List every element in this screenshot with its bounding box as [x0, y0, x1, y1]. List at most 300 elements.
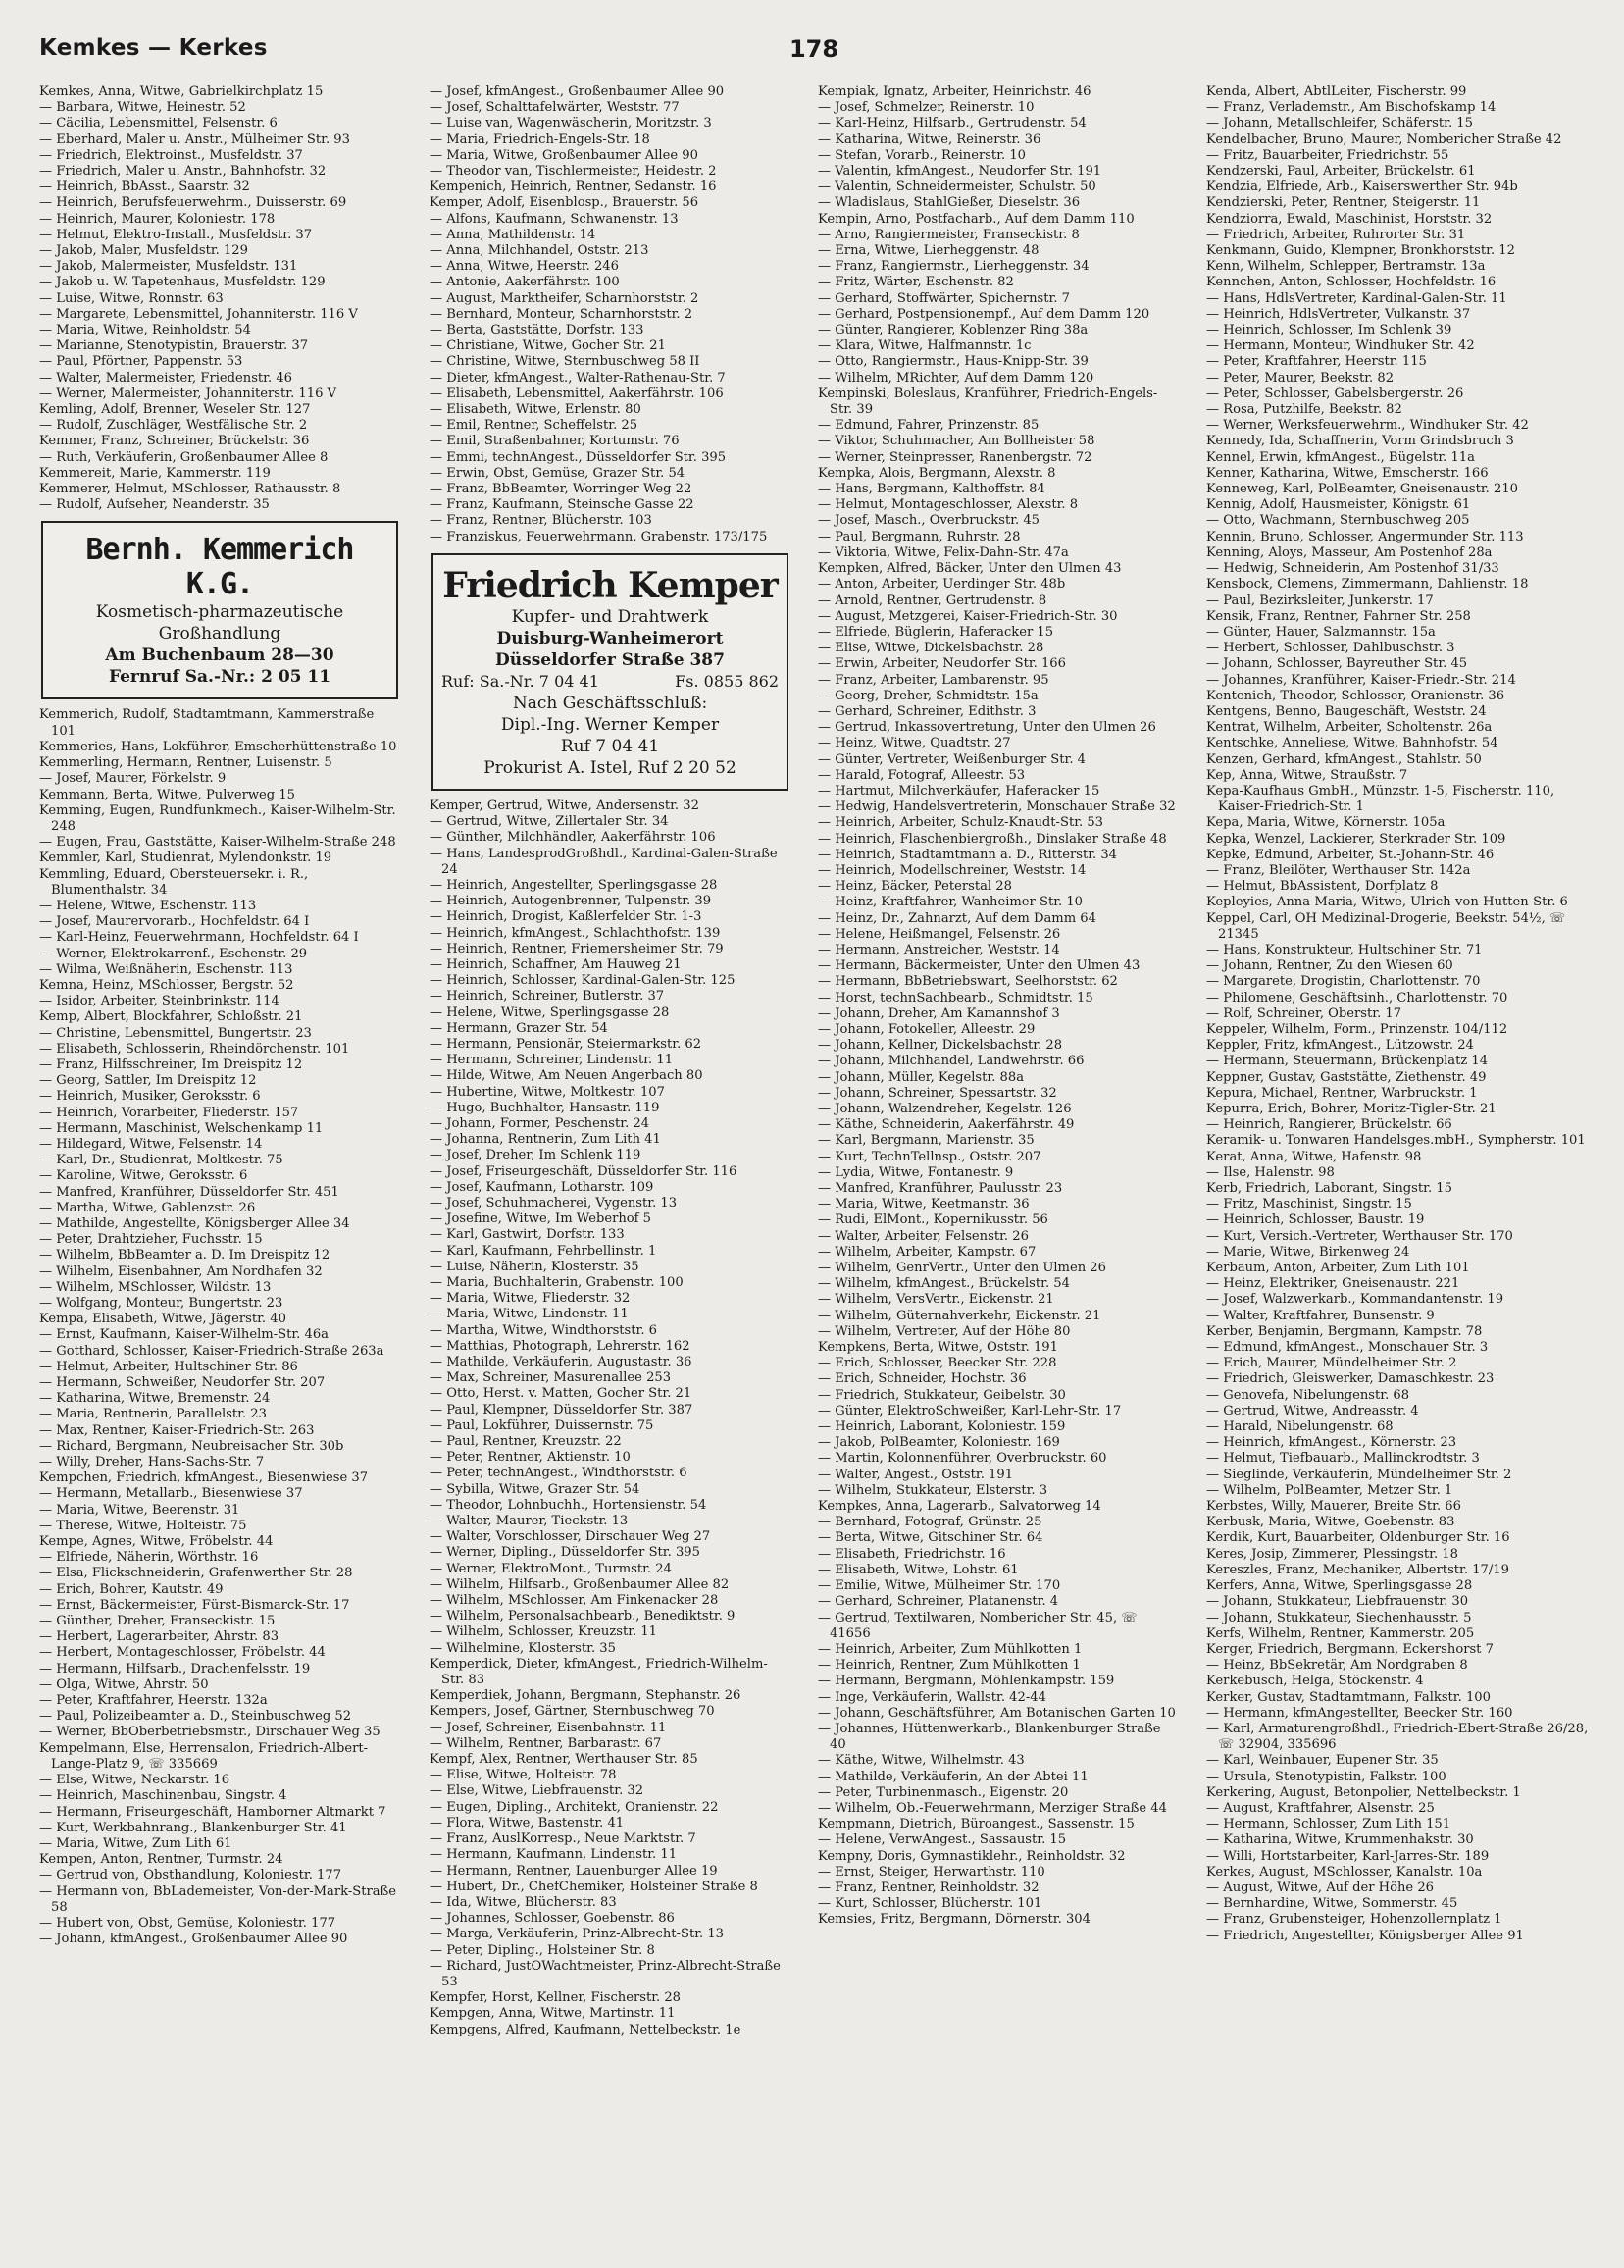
directory-entry: — Hermann, Pensionär, Steiermarkstr. 62 — [430, 1036, 702, 1052]
directory-entry: — Bernhardine, Witwe, Sommerstr. 45 — [1206, 1896, 1458, 1912]
directory-entry: — Helmut, Elektro-Install., Musfeldstr. 37 — [39, 227, 313, 242]
directory-entry: — Kurt, Schlosser, Blücherstr. 101 — [818, 1896, 1042, 1912]
ad-kemmerich-line1: Kosmetisch-pharmazeutische — [95, 602, 344, 623]
directory-entry: — Rudi, ElMont., Kopernikusstr. 56 — [818, 1212, 1048, 1228]
directory-entry: — Jakob, Malermeister, Musfeldstr. 131 — [39, 259, 298, 275]
directory-entry: — Horst, technSachbearb., Schmidtstr. 15 — [818, 990, 1093, 1005]
directory-entry: — Theodor van, Tischlermeister, Heidestr. 2 — [430, 164, 717, 180]
directory-entry: Kemming, Eugen, Rundfunkmech., Kaiser-Wilhelm-Str. 248 — [39, 802, 396, 834]
directory-entry: — Harald, Nibelungenstr. 68 — [1206, 1419, 1394, 1435]
directory-entry: Kempkes, Anna, Lagerarb., Salvatorweg 14 — [818, 1499, 1101, 1515]
directory-entry: — Werner, Malermeister, Johanniterstr. 116 V — [39, 386, 337, 401]
directory-entry: — Friedrich, Maler u. Anstr., Bahnhofstr. 32 — [39, 164, 327, 180]
directory-entry: Kenkmann, Guido, Klempner, Bronkhorststr. 12 — [1206, 243, 1515, 259]
directory-entry: — Mathilde, Angestellte, Königsberger Allee 34 — [39, 1215, 350, 1231]
directory-entry: — Walter, Arbeiter, Felsenstr. 26 — [818, 1228, 1029, 1244]
directory-entry: Kempinski, Boleslaus, Kranführer, Friedrich-Engels-Str. 39 — [818, 386, 1158, 418]
directory-entry: Kenneweg, Karl, PolBeamter, Gneisenaustr. 210 — [1206, 482, 1519, 497]
directory-entry: — Wilhelm, BbBeamter a. D. Im Dreispitz 12 — [39, 1248, 330, 1263]
directory-entry: — Friedrich, Gleiswerker, Damaschkestr. 23 — [1206, 1371, 1495, 1387]
directory-entry: Kereszles, Franz, Mechaniker, Albertstr. 17/19 — [1206, 1562, 1509, 1577]
directory-entry: — Wilhelm, Eisenbahner, Am Nordhafen 32 — [39, 1263, 323, 1279]
directory-entry: Keres, Josip, Zimmerer, Plessingstr. 18 — [1206, 1546, 1458, 1562]
directory-entry: — Josefine, Witwe, Im Weberhof 5 — [430, 1211, 651, 1227]
directory-entry: — Karl-Heinz, Hilfsarb., Gertrudenstr. 54 — [818, 116, 1087, 131]
directory-entry: Kerdik, Kurt, Bauarbeiter, Oldenburger Str. 16 — [1206, 1530, 1510, 1546]
directory-entry: — Karoline, Witwe, Geroksstr. 6 — [39, 1168, 248, 1184]
directory-entry: — Walter, Kraftfahrer, Bunsenstr. 9 — [1206, 1308, 1435, 1323]
directory-entry: — Gertrud, Witwe, Andreasstr. 4 — [1206, 1403, 1419, 1418]
directory-entry: Kempe, Agnes, Witwe, Fröbelstr. 44 — [39, 1534, 274, 1550]
directory-entry: — Christine, Lebensmittel, Bungertstr. 23 — [39, 1025, 312, 1041]
directory-entry: Kepleyies, Anna-Maria, Witwe, Ulrich-von-Hutten-Str. 6 — [1206, 895, 1568, 910]
directory-entry: — Maria, Witwe, Zum Lith 61 — [39, 1835, 232, 1851]
directory-entry: — Mathilde, Verkäuferin, Augustastr. 36 — [430, 1355, 692, 1369]
directory-entry: — Gerhard, Schreiner, Platanenstr. 4 — [818, 1594, 1059, 1610]
directory-entry: — Josef, Schalttafelwärter, Weststr. 77 — [430, 100, 680, 116]
directory-entry: Kemper, Gertrud, Witwe, Andersenstr. 32 — [430, 798, 699, 813]
directory-entry: — Otto, Rangiermstr., Haus-Knipp-Str. 39 — [818, 354, 1089, 370]
directory-entry: — Valentin, kfmAngest., Neudorfer Str. 191 — [818, 164, 1102, 180]
directory-entry: Kennedy, Ida, Schaffnerin, Vorm Grindsbruch 3 — [1206, 434, 1514, 449]
directory-entry: — Maria, Witwe, Fliederstr. 32 — [430, 1291, 631, 1307]
directory-entry: — Emil, Rentner, Scheffelstr. 25 — [430, 418, 638, 434]
directory-entry: — Hans, Konstrukteur, Hultschiner Str. 71 — [1206, 942, 1483, 957]
directory-entry: — Heinrich, Rentner, Friemersheimer Str. 79 — [430, 941, 724, 956]
directory-entry: Kempa, Elisabeth, Witwe, Jägerstr. 40 — [39, 1312, 286, 1327]
directory-entry: Kendelbacher, Bruno, Maurer, Nombericher Straße 42 — [1206, 131, 1562, 147]
directory-entry: — Christiane, Witwe, Gocher Str. 21 — [430, 338, 666, 354]
directory-entry: — Erich, Maurer, Mündelheimer Str. 2 — [1206, 1356, 1457, 1371]
directory-entry: — Marianne, Stenotypistin, Brauerstr. 37 — [39, 338, 309, 354]
directory-entry: Kerkebusch, Helga, Stöckenstr. 4 — [1206, 1674, 1424, 1689]
directory-entry: Kemmer, Franz, Schreiner, Brückelstr. 36 — [39, 434, 310, 449]
directory-entry: — Käthe, Schneiderin, Aakerfährstr. 49 — [818, 1117, 1075, 1133]
directory-entry: — Herbert, Montageschlosser, Fröbelstr. 44 — [39, 1645, 326, 1661]
directory-entry: — Jakob, Maler, Musfeldstr. 129 — [39, 243, 248, 259]
directory-entry: — Heinz, Kraftfahrer, Wanheimer Str. 10 — [818, 895, 1084, 910]
directory-entry: — Anna, Witwe, Heerstr. 246 — [430, 259, 619, 275]
directory-entry: — Ruth, Verkäuferin, Großenbaumer Allee 8 — [39, 449, 329, 465]
directory-entry: — Ernst, Steiger, Herwarthstr. 110 — [818, 1864, 1045, 1880]
directory-entry: — Hermann, Hilfsarb., Drachenfelsstr. 19 — [39, 1661, 311, 1676]
directory-entry: — Günther, Milchhändler, Aakerfährstr. 106 — [430, 830, 716, 846]
directory-entry: — Helmut, BbAssistent, Dorfplatz 8 — [1206, 879, 1439, 895]
directory-entry: — Johann, Schlosser, Bayreuther Str. 45 — [1206, 656, 1468, 672]
directory-entry: — Peter, Rentner, Aktienstr. 10 — [430, 1450, 631, 1466]
directory-entry: — Hermann, Metallarb., Biesenwiese 37 — [39, 1486, 303, 1502]
directory-entry: — Katharina, Witwe, Krummenhakstr. 30 — [1206, 1832, 1474, 1848]
directory-entry: — Werner, Werksfeuerwehrm., Windhuker Str. 42 — [1206, 418, 1529, 434]
directory-entry: — Wladislaus, StahlGießer, Dieselstr. 36 — [818, 195, 1081, 211]
directory-entry: — Elisabeth, Witwe, Lohstr. 61 — [818, 1562, 1019, 1577]
directory-entry: Keppeler, Wilhelm, Form., Prinzenstr. 104/112 — [1206, 1021, 1508, 1037]
directory-entry: — Marga, Verkäuferin, Prinz-Albrecht-Str. 13 — [430, 1927, 725, 1942]
directory-entry: — Johannes, Schlosser, Goebenstr. 86 — [430, 1911, 675, 1927]
directory-entry: — Ilse, Halenstr. 98 — [1206, 1164, 1335, 1180]
directory-entry: — Johannes, Hüttenwerkarb., Blankenburger Straße 40 — [818, 1721, 1161, 1753]
directory-entry: — Klara, Witwe, Halfmannstr. 1c — [818, 338, 1032, 354]
directory-entry: — Wilhelm, Personalsachbearb., Benediktstr. 9 — [430, 1609, 736, 1624]
directory-entry: — Karl, Gastwirt, Dorfstr. 133 — [430, 1227, 625, 1243]
directory-entry: — Hermann, Grazer Str. 54 — [430, 1020, 608, 1036]
ad-kemmerich — [41, 521, 398, 699]
directory-entry: — Sieglinde, Verkäuferin, Mündelheimer Str. 2 — [1206, 1467, 1512, 1482]
directory-entry: — Willy, Dreher, Hans-Sachs-Str. 7 — [39, 1455, 265, 1470]
directory-entry: — Johann, Schreiner, Spessartstr. 32 — [818, 1085, 1057, 1101]
directory-entry: — Helene, Heißmangel, Felsenstr. 26 — [818, 926, 1061, 942]
ad-kemper — [431, 553, 788, 791]
directory-entry: Kemmeries, Hans, Lokführer, Emscherhüttenstraße 10 — [39, 739, 397, 754]
directory-entry: — Friedrich, Angestellter, Königsberger Allee 91 — [1206, 1928, 1524, 1943]
directory-entry: — Philomene, Geschäftsinh., Charlottenstr. 70 — [1206, 990, 1508, 1005]
directory-entry: Kemmling, Eduard, Obersteuersekr. i. R., Blumenthalstr. 34 — [39, 866, 309, 898]
directory-entry: — Helmut, Tiefbauarb., Mallinckrodtstr. 3 — [1206, 1451, 1480, 1467]
directory-entry: — Hans, Bergmann, Kalthoffstr. 84 — [818, 482, 1045, 497]
ad-kemper-line1: Kupfer- und Drahtwerk — [511, 606, 709, 627]
directory-entry: — Heinrich, Vorarbeiter, Fliederstr. 157 — [39, 1105, 299, 1120]
directory-entry: — Franz, Rentner, Blücherstr. 103 — [430, 513, 652, 529]
directory-entry: — Isidor, Arbeiter, Steinbrinkstr. 114 — [39, 994, 279, 1009]
directory-entry: — Peter, Kraftfahrer, Heerstr. 115 — [1206, 354, 1427, 370]
directory-entry: — Genovefa, Nibelungenstr. 68 — [1206, 1387, 1410, 1403]
directory-entry: — Wilhelm, kfmAngest., Brückelstr. 54 — [818, 1276, 1070, 1292]
directory-entry: — Johann, Walzendreher, Kegelstr. 126 — [818, 1102, 1072, 1116]
directory-entry: — Edmund, kfmAngest., Monschauer Str. 3 — [1206, 1340, 1489, 1356]
directory-entry: Kepa, Maria, Witwe, Körnerstr. 105a — [1206, 815, 1446, 831]
directory-entry: — Franz, Rangiermstr., Lierheggenstr. 34 — [818, 259, 1090, 275]
directory-entry: Kerber, Benjamin, Bergmann, Kampstr. 78 — [1206, 1323, 1483, 1339]
directory-entry: — Gertrud, Inkassovertretung, Unter den Ulmen 26 — [818, 720, 1156, 736]
directory-entry: — Emil, Straßenbahner, Kortumstr. 76 — [430, 434, 680, 449]
directory-entry: — Werner, Dipling., Düsseldorfer Str. 395 — [430, 1545, 700, 1561]
directory-entry: — Heinrich, Schlosser, Baustr. 19 — [1206, 1212, 1425, 1228]
directory-entry: — Heinrich, Maschinenbau, Singstr. 4 — [39, 1788, 287, 1804]
directory-entry: — Richard, JustOWachtmeister, Prinz-Albrecht-Straße 53 — [430, 1958, 781, 1989]
directory-entry: — Wilhelm, Rentner, Barbarastr. 67 — [430, 1735, 662, 1751]
directory-entry: — Franz, AuslKorresp., Neue Marktstr. 7 — [430, 1831, 696, 1847]
directory-entry: Kempf, Alex, Rentner, Werthauser Str. 85 — [430, 1752, 698, 1768]
directory-entry: — Jakob u. W. Tapetenhaus, Musfeldstr. 129 — [39, 275, 326, 290]
directory-entry: Keppner, Gustav, Gaststätte, Ziethenstr. 49 — [1206, 1069, 1487, 1085]
directory-entry: — Maria, Witwe, Lindenstr. 11 — [430, 1307, 629, 1322]
directory-entry: Kemkes, Anna, Witwe, Gabrielkirchplatz 15 — [39, 84, 324, 99]
directory-entry: — Theodor, Lohnbuchh., Hortensienstr. 54 — [430, 1497, 707, 1513]
directory-entry: — Heinrich, Stadtamtmann a. D., Ritterstr. 34 — [818, 847, 1118, 862]
directory-entry: — Kurt, TechnTellnsp., Oststr. 207 — [818, 1149, 1041, 1164]
directory-entry: — Franz, Verlademstr., Am Bischofskamp 14 — [1206, 100, 1497, 116]
directory-entry: — Katharina, Witwe, Reinerstr. 36 — [818, 131, 1041, 147]
column-4 — [1206, 84, 1593, 2252]
directory-entry: — Heinz, Bäcker, Peterstal 28 — [818, 879, 1012, 895]
directory-entry: — Hubert, Dr., ChefChemiker, Holsteiner Straße 8 — [430, 1879, 758, 1894]
directory-entry: — Heinrich, Schaffner, Am Hauweg 21 — [430, 956, 682, 972]
directory-entry: — Paul, Rentner, Kreuzstr. 22 — [430, 1434, 622, 1450]
directory-entry: Kempers, Josef, Gärtner, Sternbuschweg 70 — [430, 1704, 715, 1720]
directory-entry: Kerger, Friedrich, Bergmann, Eckershorst 7 — [1206, 1641, 1494, 1657]
directory-entry: — Johann, Fotokeller, Alleestr. 29 — [818, 1021, 1036, 1037]
directory-entry: — Heinrich, Maurer, Koloniestr. 178 — [39, 211, 276, 227]
directory-entry: — Josef, Walzwerkarb., Kommandantenstr. 19 — [1206, 1292, 1504, 1308]
directory-entry: — Max, Schreiner, Masurenallee 253 — [430, 1370, 672, 1386]
column-2 — [430, 84, 790, 2252]
directory-entry: — Maria, Friedrich-Engels-Str. 18 — [430, 131, 650, 147]
directory-entry: — Josef, Dreher, Im Schlenk 119 — [430, 1148, 641, 1163]
directory-entry: Kensik, Franz, Rentner, Fahrner Str. 258 — [1206, 608, 1471, 624]
directory-entry: — Marie, Witwe, Birkenweg 24 — [1206, 1244, 1410, 1260]
directory-entry: — Luise, Witwe, Ronnstr. 63 — [39, 290, 224, 306]
directory-entry: Kerkes, August, MSchlosser, Kanalstr. 10a — [1206, 1864, 1483, 1880]
directory-entry: — Wilhelm, MRichter, Auf dem Damm 120 — [818, 370, 1094, 386]
directory-entry: Kerfers, Anna, Witwe, Sperlingsgasse 28 — [1206, 1578, 1473, 1594]
directory-entry: — Franz, BbBeamter, Worringer Weg 22 — [430, 482, 692, 497]
directory-entry: — Harald, Fotograf, Alleestr. 53 — [818, 767, 1026, 783]
ad-kemper-line6: Dipl.-Ing. Werner Kemper — [500, 714, 720, 735]
directory-entry: — Johann, Milchhandel, Landwehrstr. 66 — [818, 1054, 1085, 1069]
directory-entry: — Richard, Bergmann, Neubreisacher Str. 30b — [39, 1438, 344, 1454]
directory-entry: Kenzen, Gerhard, kfmAngest., Stahlstr. 50 — [1206, 751, 1482, 767]
directory-entry: — Rosa, Putzhilfe, Beekstr. 82 — [1206, 402, 1402, 418]
directory-entry: — Hermann, Maschinist, Welschenkamp 11 — [39, 1120, 324, 1136]
directory-entry: Kenning, Aloys, Masseur, Am Postenhof 28a — [1206, 544, 1493, 560]
directory-entry: — Wilhelm, GenrVertr., Unter den Ulmen 26 — [818, 1261, 1106, 1276]
directory-entry: — Günter, Vertreter, Weißenburger Str. 4 — [818, 751, 1087, 767]
directory-entry: — Werner, ElektroMont., Turmstr. 24 — [430, 1561, 672, 1576]
directory-entry: — Elise, Witwe, Dickelsbachstr. 28 — [818, 641, 1044, 656]
directory-entry: — Hermann, Bäckermeister, Unter den Ulmen 43 — [818, 958, 1141, 974]
directory-entry: — Wilhelm, Schlosser, Kreuzstr. 11 — [430, 1624, 658, 1640]
directory-entry: — Peter, Schlosser, Gabelsbergerstr. 26 — [1206, 386, 1464, 401]
directory-entry: — Wilhelm, MSchlosser, Wildstr. 13 — [39, 1279, 272, 1295]
directory-entry: Kemsies, Fritz, Bergmann, Dörnerstr. 304 — [818, 1912, 1091, 1928]
directory-entry: — Peter, Kraftfahrer, Heerstr. 132a — [39, 1693, 268, 1709]
directory-entry: Kennig, Adolf, Hausmeister, Königstr. 61 — [1206, 497, 1471, 513]
directory-entry: — Kurt, Versich.-Vertreter, Werthauser Str. 170 — [1206, 1228, 1513, 1244]
directory-entry: — Elisabeth, Friedrichstr. 16 — [818, 1546, 1006, 1562]
directory-entry: — Anna, Milchhandel, Oststr. 213 — [430, 243, 649, 259]
directory-entry: — Martha, Witwe, Gablenzstr. 26 — [39, 1200, 256, 1215]
directory-entry: — Flora, Witwe, Bastenstr. 41 — [430, 1815, 625, 1830]
directory-entry: — Maria, Witwe, Beerenstr. 31 — [39, 1502, 240, 1518]
directory-entry: — Franz, Hilfsschreiner, Im Dreispitz 12 — [39, 1057, 303, 1072]
directory-entry: — Rolf, Schreiner, Oberstr. 17 — [1206, 1005, 1402, 1021]
directory-entry: Kempenich, Heinrich, Rentner, Sedanstr. 16 — [430, 180, 717, 195]
directory-entry: — Olga, Witwe, Ahrstr. 50 — [39, 1676, 209, 1692]
directory-entry: Kemmerling, Hermann, Rentner, Luisenstr. 5 — [39, 755, 332, 771]
directory-entry: — Hartmut, Milchverkäufer, Haferacker 15 — [818, 783, 1100, 799]
directory-entry: — Peter, Maurer, Beekstr. 82 — [1206, 370, 1395, 386]
directory-entry: — Eugen, Frau, Gaststätte, Kaiser-Wilhelm-Straße 248 — [39, 835, 396, 850]
directory-entry: Kennin, Bruno, Schlosser, Angermunder Str. 113 — [1206, 529, 1524, 544]
directory-entry: — Günter, Rangierer, Koblenzer Ring 38a — [818, 323, 1089, 338]
directory-entry: Kepurra, Erich, Bohrer, Moritz-Tigler-Str. 21 — [1206, 1102, 1497, 1116]
directory-entry: Kerb, Friedrich, Laborant, Singstr. 15 — [1206, 1181, 1452, 1197]
directory-entry: Kentschke, Anneliese, Witwe, Bahnhofstr. 54 — [1206, 736, 1498, 751]
directory-entry: — Gertrud, Textilwaren, Nombericher Str. 45, ☏ 41656 — [818, 1610, 1138, 1641]
directory-entry: — Heinrich, Schlosser, Im Schlenk 39 — [1206, 323, 1452, 338]
directory-entry: — Fritz, Wärter, Eschenstr. 82 — [818, 275, 1014, 290]
directory-entry: — Heinrich, Arbeiter, Zum Mühlkotten 1 — [818, 1641, 1083, 1657]
directory-entry: — Hans, LandesprodGroßhdl., Kardinal-Galen-Straße 24 — [430, 846, 778, 877]
directory-entry: — Martha, Witwe, Windthorststr. 6 — [430, 1322, 658, 1338]
directory-entry: — August, Kraftfahrer, Alsenstr. 25 — [1206, 1800, 1435, 1816]
directory-entry: — Wilhelm, Stukkateur, Elsterstr. 3 — [818, 1482, 1048, 1498]
directory-entry: — Josef, Schuhmacherei, Vygenstr. 13 — [430, 1195, 678, 1211]
running-head — [39, 29, 1589, 69]
directory-entry: Kempen, Anton, Rentner, Turmstr. 24 — [39, 1852, 283, 1868]
directory-entry: — Heinrich, Rangierer, Brückelstr. 66 — [1206, 1117, 1452, 1133]
directory-entry: — Paul, Bergmann, Ruhrstr. 28 — [818, 529, 1021, 544]
directory-entry: Kerker, Gustav, Stadtamtmann, Falkstr. 100 — [1206, 1689, 1491, 1705]
directory-entry: — Heinrich, kfmAngest., Körnerstr. 23 — [1206, 1435, 1457, 1451]
directory-entry: — Karl, Kaufmann, Fehrbellinstr. 1 — [430, 1243, 657, 1259]
directory-entry: — Edmund, Fahrer, Prinzenstr. 85 — [818, 418, 1040, 434]
directory-entry: Kendzerski, Paul, Arbeiter, Brückelstr. 61 — [1206, 164, 1476, 180]
directory-entry: — Arnold, Rentner, Gertrudenstr. 8 — [818, 593, 1047, 608]
directory-entry: Kemmerer, Helmut, MSchlosser, Rathausstr. 8 — [39, 482, 341, 497]
directory-entry: — Erwin, Arbeiter, Neudorfer Str. 166 — [818, 656, 1066, 672]
directory-entry: Kepka, Wenzel, Lackierer, Sterkrader Str. 109 — [1206, 831, 1506, 847]
directory-entry: — Paul, Klempner, Düsseldorfer Str. 387 — [430, 1402, 693, 1418]
directory-entry: — Elise, Witwe, Holteistr. 78 — [430, 1768, 617, 1783]
directory-entry: Kepa-Kaufhaus GmbH., Münzstr. 1-5, Fischerstr. 110, Kaiser-Friedrich-Str. 1 — [1206, 783, 1555, 815]
column-3 — [818, 84, 1179, 2252]
directory-entry: — Karl, Dr., Studienrat, Moltkestr. 75 — [39, 1153, 283, 1168]
directory-entry: — Anton, Arbeiter, Uerdinger Str. 48b — [818, 577, 1066, 593]
directory-entry: — Werner, Steinpresser, Ranenbergstr. 72 — [818, 449, 1092, 465]
directory-entry: Kempchen, Friedrich, kfmAngest., Biesenwiese 37 — [39, 1470, 369, 1486]
directory-entry: — Herbert, Schlosser, Dahlbuschstr. 3 — [1206, 641, 1455, 656]
directory-entry: Kemperdick, Dieter, kfmAngest., Friedrich-Wilhelm-Str. 83 — [430, 1656, 768, 1688]
directory-entry: — Hedwig, Schneiderin, Am Postenhof 31/33 — [1206, 561, 1499, 577]
directory-entry: — Josef, Friseurgeschäft, Düsseldorfer Str. 116 — [430, 1163, 737, 1179]
directory-entry: — Helene, Witwe, Sperlingsgasse 28 — [430, 1005, 670, 1020]
directory-entry: — Jakob, PolBeamter, Koloniestr. 169 — [818, 1435, 1060, 1451]
directory-entry: Kerat, Anna, Witwe, Hafenstr. 98 — [1206, 1149, 1422, 1164]
ad-kemmerich-phone: Fernruf Sa.-Nr.: 2 05 11 — [108, 667, 331, 688]
directory-entry: — Johann, Dreher, Am Kamannshof 3 — [818, 1005, 1060, 1021]
directory-entry: Kentgens, Benno, Baugeschäft, Weststr. 24 — [1206, 703, 1487, 719]
directory-entry: — Therese, Witwe, Holteistr. 75 — [39, 1518, 247, 1533]
directory-entry: — Heinz, BbSekretär, Am Nordgraben 8 — [1206, 1658, 1468, 1674]
directory-entry: — Viktor, Schuhmacher, Am Bollheister 58 — [818, 434, 1095, 449]
ad-kemper-fs: Fs. 0855 862 — [675, 671, 779, 691]
directory-entry: — Hermann, Kaufmann, Lindenstr. 11 — [430, 1847, 678, 1863]
column-2-bottom-entries — [430, 799, 790, 2038]
directory-entry: — Peter, Dipling., Holsteiner Str. 8 — [430, 1942, 655, 1958]
directory-entry: — Wilhelm, VersVertr., Eickenstr. 21 — [818, 1292, 1054, 1308]
directory-entry: — Berta, Gaststätte, Dorfstr. 133 — [430, 323, 644, 338]
directory-entry: — Friedrich, Stukkateur, Geibelstr. 30 — [818, 1387, 1066, 1403]
directory-entry: — Hermann, Schreiner, Lindenstr. 11 — [430, 1053, 674, 1068]
directory-entry: — Wilhelm, Ob.-Feuerwehrmann, Merziger Straße 44 — [818, 1800, 1167, 1816]
directory-entry: — Josef, Maurer, Förkelstr. 9 — [39, 771, 227, 787]
directory-entry: — Karl, Bergmann, Marienstr. 35 — [818, 1133, 1035, 1149]
directory-entry: Kemmann, Berta, Witwe, Pulverweg 15 — [39, 787, 295, 802]
directory-entry: Kerbaum, Anton, Arbeiter, Zum Lith 101 — [1206, 1261, 1470, 1276]
ad-kemmerich-title: Bernh. Kemmerich K.G. — [85, 533, 354, 602]
directory-entry: Kemna, Heinz, MSchlosser, Bergstr. 52 — [39, 977, 294, 993]
ad-kemper-line7: Ruf 7 04 41 — [560, 736, 660, 756]
directory-entry: Kennel, Erwin, kfmAngest., Bügelstr. 11a — [1206, 449, 1475, 465]
directory-entry: Kemperdiek, Johann, Bergmann, Stephanstr. 26 — [430, 1688, 741, 1704]
directory-entry: — Antonie, Aakerfährstr. 100 — [430, 275, 620, 290]
directory-entry: — Hubertine, Witwe, Moltkestr. 107 — [430, 1084, 665, 1100]
directory-entry: Kempfer, Horst, Kellner, Fischerstr. 28 — [430, 1990, 682, 2006]
column-2-top-entries — [430, 84, 790, 545]
directory-entry: — Paul, Bezirksleiter, Junkerstr. 17 — [1206, 593, 1434, 608]
directory-entry: — Elfriede, Näherin, Wörthstr. 16 — [39, 1550, 259, 1566]
directory-entry: Kempiak, Ignatz, Arbeiter, Heinrichstr. 46 — [818, 84, 1091, 99]
directory-entry: — Heinrich, Musiker, Geroksstr. 6 — [39, 1089, 261, 1105]
directory-entry: Kemmerich, Rudolf, Stadtamtmann, Kammerstraße 101 — [39, 707, 375, 739]
directory-entry: — Inge, Verkäuferin, Wallstr. 42-44 — [818, 1689, 1046, 1705]
directory-entry: — Josef, Maurervorarb., Hochfeldstr. 64 I — [39, 914, 310, 930]
directory-entry: — Maria, Witwe, Großenbaumer Allee 90 — [430, 147, 698, 163]
directory-entry: Kempkens, Berta, Witwe, Oststr. 191 — [818, 1340, 1058, 1356]
directory-entry: — Hermann von, BbLademeister, Von-der-Mark-Straße 58 — [39, 1883, 397, 1915]
directory-entry: — Hermann, Anstreicher, Weststr. 14 — [818, 942, 1060, 957]
directory-entry: — August, Witwe, Auf der Höhe 26 — [1206, 1880, 1434, 1895]
directory-entry: — Maria, Buchhalterin, Grabenstr. 100 — [430, 1274, 684, 1290]
directory-entry: — Elfriede, Büglerin, Haferacker 15 — [818, 624, 1054, 640]
directory-entry: Kendziorra, Ewald, Maschinist, Horststr. 32 — [1206, 211, 1493, 227]
directory-entry: — Karl-Heinz, Feuerwehrmann, Hochfeldstr. 64 I — [39, 930, 359, 946]
directory-entry: Kempgen, Anna, Witwe, Martinstr. 11 — [430, 2006, 676, 2022]
directory-entry: — Josef, Masch., Overbruckstr. 45 — [818, 513, 1040, 529]
directory-entry: — Johann, kfmAngest., Großenbaumer Allee 90 — [39, 1932, 348, 1947]
directory-entry: — Walter, Malermeister, Friedenstr. 46 — [39, 370, 292, 386]
directory-entry: Kentrat, Wilhelm, Arbeiter, Scholtenstr. 26a — [1206, 720, 1493, 736]
directory-entry: — Dieter, kfmAngest., Walter-Rathenau-Str. 7 — [430, 370, 726, 386]
directory-entry: — Heinrich, Laborant, Koloniestr. 159 — [818, 1419, 1066, 1435]
directory-entry: — Wilhelm, Vertreter, Auf der Höhe 80 — [818, 1323, 1071, 1339]
directory-entry: — Martin, Kolonnenführer, Overbruckstr. 60 — [818, 1451, 1107, 1467]
directory-entry: — Heinrich, Angestellter, Sperlingsgasse 28 — [430, 877, 718, 893]
directory-entry: — Günter, ElektroSchweißer, Karl-Lehr-Str. 17 — [818, 1403, 1122, 1418]
ad-kemper-title: Friedrich Kemper — [442, 564, 778, 606]
directory-entry: Kentenich, Theodor, Schlosser, Oranienstr. 36 — [1206, 688, 1505, 703]
directory-entry: — Peter, technAngest., Windthorststr. 6 — [430, 1466, 687, 1481]
directory-entry: — Hermann, Friseurgeschäft, Hamborner Altmarkt 7 — [39, 1804, 386, 1820]
directory-entry: — Ida, Witwe, Blücherstr. 83 — [430, 1894, 617, 1910]
directory-entry: — Heinrich, Flaschenbiergroßh., Dinslaker Straße 48 — [818, 831, 1167, 847]
directory-entry: — Elisabeth, Schlosserin, Rheindörchenstr. 101 — [39, 1041, 350, 1057]
directory-entry: Kempelmann, Else, Herrensalon, Friedrich-Albert-Lange-Platz 9, ☏ 335669 — [39, 1740, 369, 1772]
directory-entry: — Valentin, Schneidermeister, Schulstr. 50 — [818, 180, 1096, 195]
directory-entry: — Maria, Witwe, Keetmanstr. 36 — [818, 1197, 1030, 1212]
directory-entry: Kempka, Alois, Bergmann, Alexstr. 8 — [818, 465, 1056, 481]
directory-entry: — Alfons, Kaufmann, Schwanenstr. 13 — [430, 211, 679, 227]
directory-entry: Kempken, Alfred, Bäcker, Unter den Ulmen 43 — [818, 561, 1122, 577]
directory-columns — [39, 84, 1593, 2252]
directory-entry: — Mathilde, Verkäuferin, An der Abtei 11 — [818, 1769, 1089, 1784]
directory-entry: — Johann, Stukkateur, Siechenhausstr. 5 — [1206, 1610, 1472, 1625]
directory-entry: Kempgens, Alfred, Kaufmann, Nettelbeckstr. 1e — [430, 2022, 741, 2037]
directory-entry: — Maria, Rentnerin, Parallelstr. 23 — [39, 1407, 267, 1422]
directory-entry: — Wilma, Weißnäherin, Eschenstr. 113 — [39, 961, 293, 977]
ad-kemper-ruf: Ruf: Sa.-Nr. 7 04 41 — [441, 671, 599, 691]
directory-entry: — Franz, Kaufmann, Steinsche Gasse 22 — [430, 497, 694, 513]
directory-entry: — Franziskus, Feuerwehrmann, Grabenstr. 173/175 — [430, 529, 768, 544]
directory-entry: — Wilhelmine, Klosterstr. 35 — [430, 1640, 616, 1656]
directory-entry: — Matthias, Photograph, Lehrerstr. 162 — [430, 1338, 690, 1354]
directory-entry: — Walter, Vorschlosser, Dirschauer Weg 27 — [430, 1529, 711, 1545]
column-3-entries — [818, 84, 1179, 1929]
directory-entry: — Heinrich, kfmAngest., Schlachthofstr. 139 — [430, 925, 721, 941]
directory-entry: — Luise van, Wagenwäscherin, Moritzstr. 3 — [430, 116, 712, 131]
directory-entry: Kep, Anna, Witwe, Straußstr. 7 — [1206, 767, 1408, 783]
